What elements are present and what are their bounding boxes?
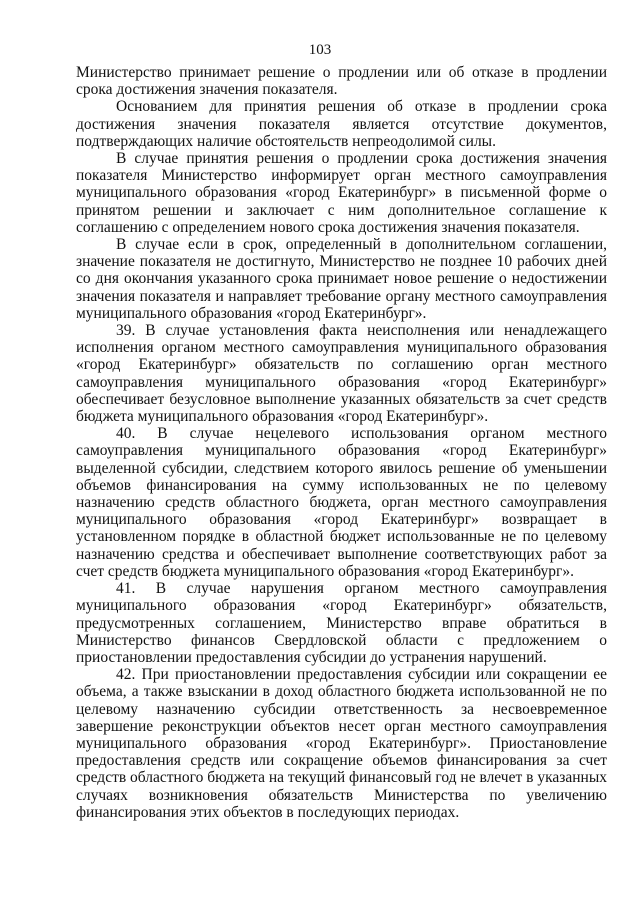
document-body [76, 64, 607, 821]
page-number: 103 [308, 42, 332, 58]
paragraph-3: В случае принятия решения о продлении срока достижения значения показателя Министерство информирует орган местного самоуправления муниципального образования «город Екатеринбург» в письменной форме о принятом решении и заключает с ним дополнительное соглашение к соглашению с определением нового срока достижения значения показателя. [76, 150, 607, 236]
paragraph-2: Основанием для принятия решения об отказе в продлении срока достижения значения показателя является отсутствие документов, подтверждающих наличие обстоятельств непреодолимой силы. [76, 98, 607, 150]
paragraph-39: 39. В случае установления факта неисполнения или ненадлежащего исполнения органом местного самоуправления муниципального образования «город Екатеринбург» обязательств по соглашению орган местного самоуправления муниципального образования «город Екатеринбург» обеспечивает безусловное выполнение указанных обязательств за счет средств бюджета муниципального образования «город Екатеринбург». [76, 322, 607, 426]
paragraph-40: 40. В случае нецелевого использования органом местного самоуправления муниципального образования «город Екатеринбург» выделенной субсидии, следствием которого явилось решение об уменьшении объемов финансирования на сумму использованных не по целевому назначению средств областного бюджета, орган местного самоуправления муниципального образования «город Екатеринбург» возвращает в установленном порядке в областной бюджет использованные не по целевому назначению средства и обеспечивает выполнение соответствующих работ за счет средств бюджета муниципального образования «город Екатеринбург». [76, 425, 607, 580]
paragraph-42: 42. При приостановлении предоставления субсидии или сокращении ее объема, а также взыскании в доход областного бюджета использованной не по целевому назначению субсидии ответственность за несвоевременное завершение реконструкции объектов несет орган местного самоуправления муниципального образования «город Екатеринбург». Приостановление предоставления средств или сокращение объемов финансирования за счет средств областного бюджета на текущий финансовый год не влечет в указанных случаях возникновения обязательств Министерства по увеличению финансирования этих объектов в последующих периодах. [76, 666, 607, 821]
paragraph-1: Министерство принимает решение о продлении или об отказе в продлении срока достижения значения показателя. [76, 64, 607, 99]
paragraph-41: 41. В случае нарушения органом местного самоуправления муниципального образования «город Екатеринбург» обязательств, предусмотренных соглашением, Министерство вправе обратиться в Министерство финансов Свердловской области с предложением о приостановлении предоставления субсидии до устранения нарушений. [76, 580, 607, 666]
paragraph-4: В случае если в срок, определенный в дополнительном соглашении, значение показателя не достигнуто, Министерство не позднее 10 рабочих дней со дня окончания указанного срока принимает новое решение о недостижении значения показателя и направляет требование органу местного самоуправления муниципального образования «город Екатеринбург». [76, 236, 607, 322]
